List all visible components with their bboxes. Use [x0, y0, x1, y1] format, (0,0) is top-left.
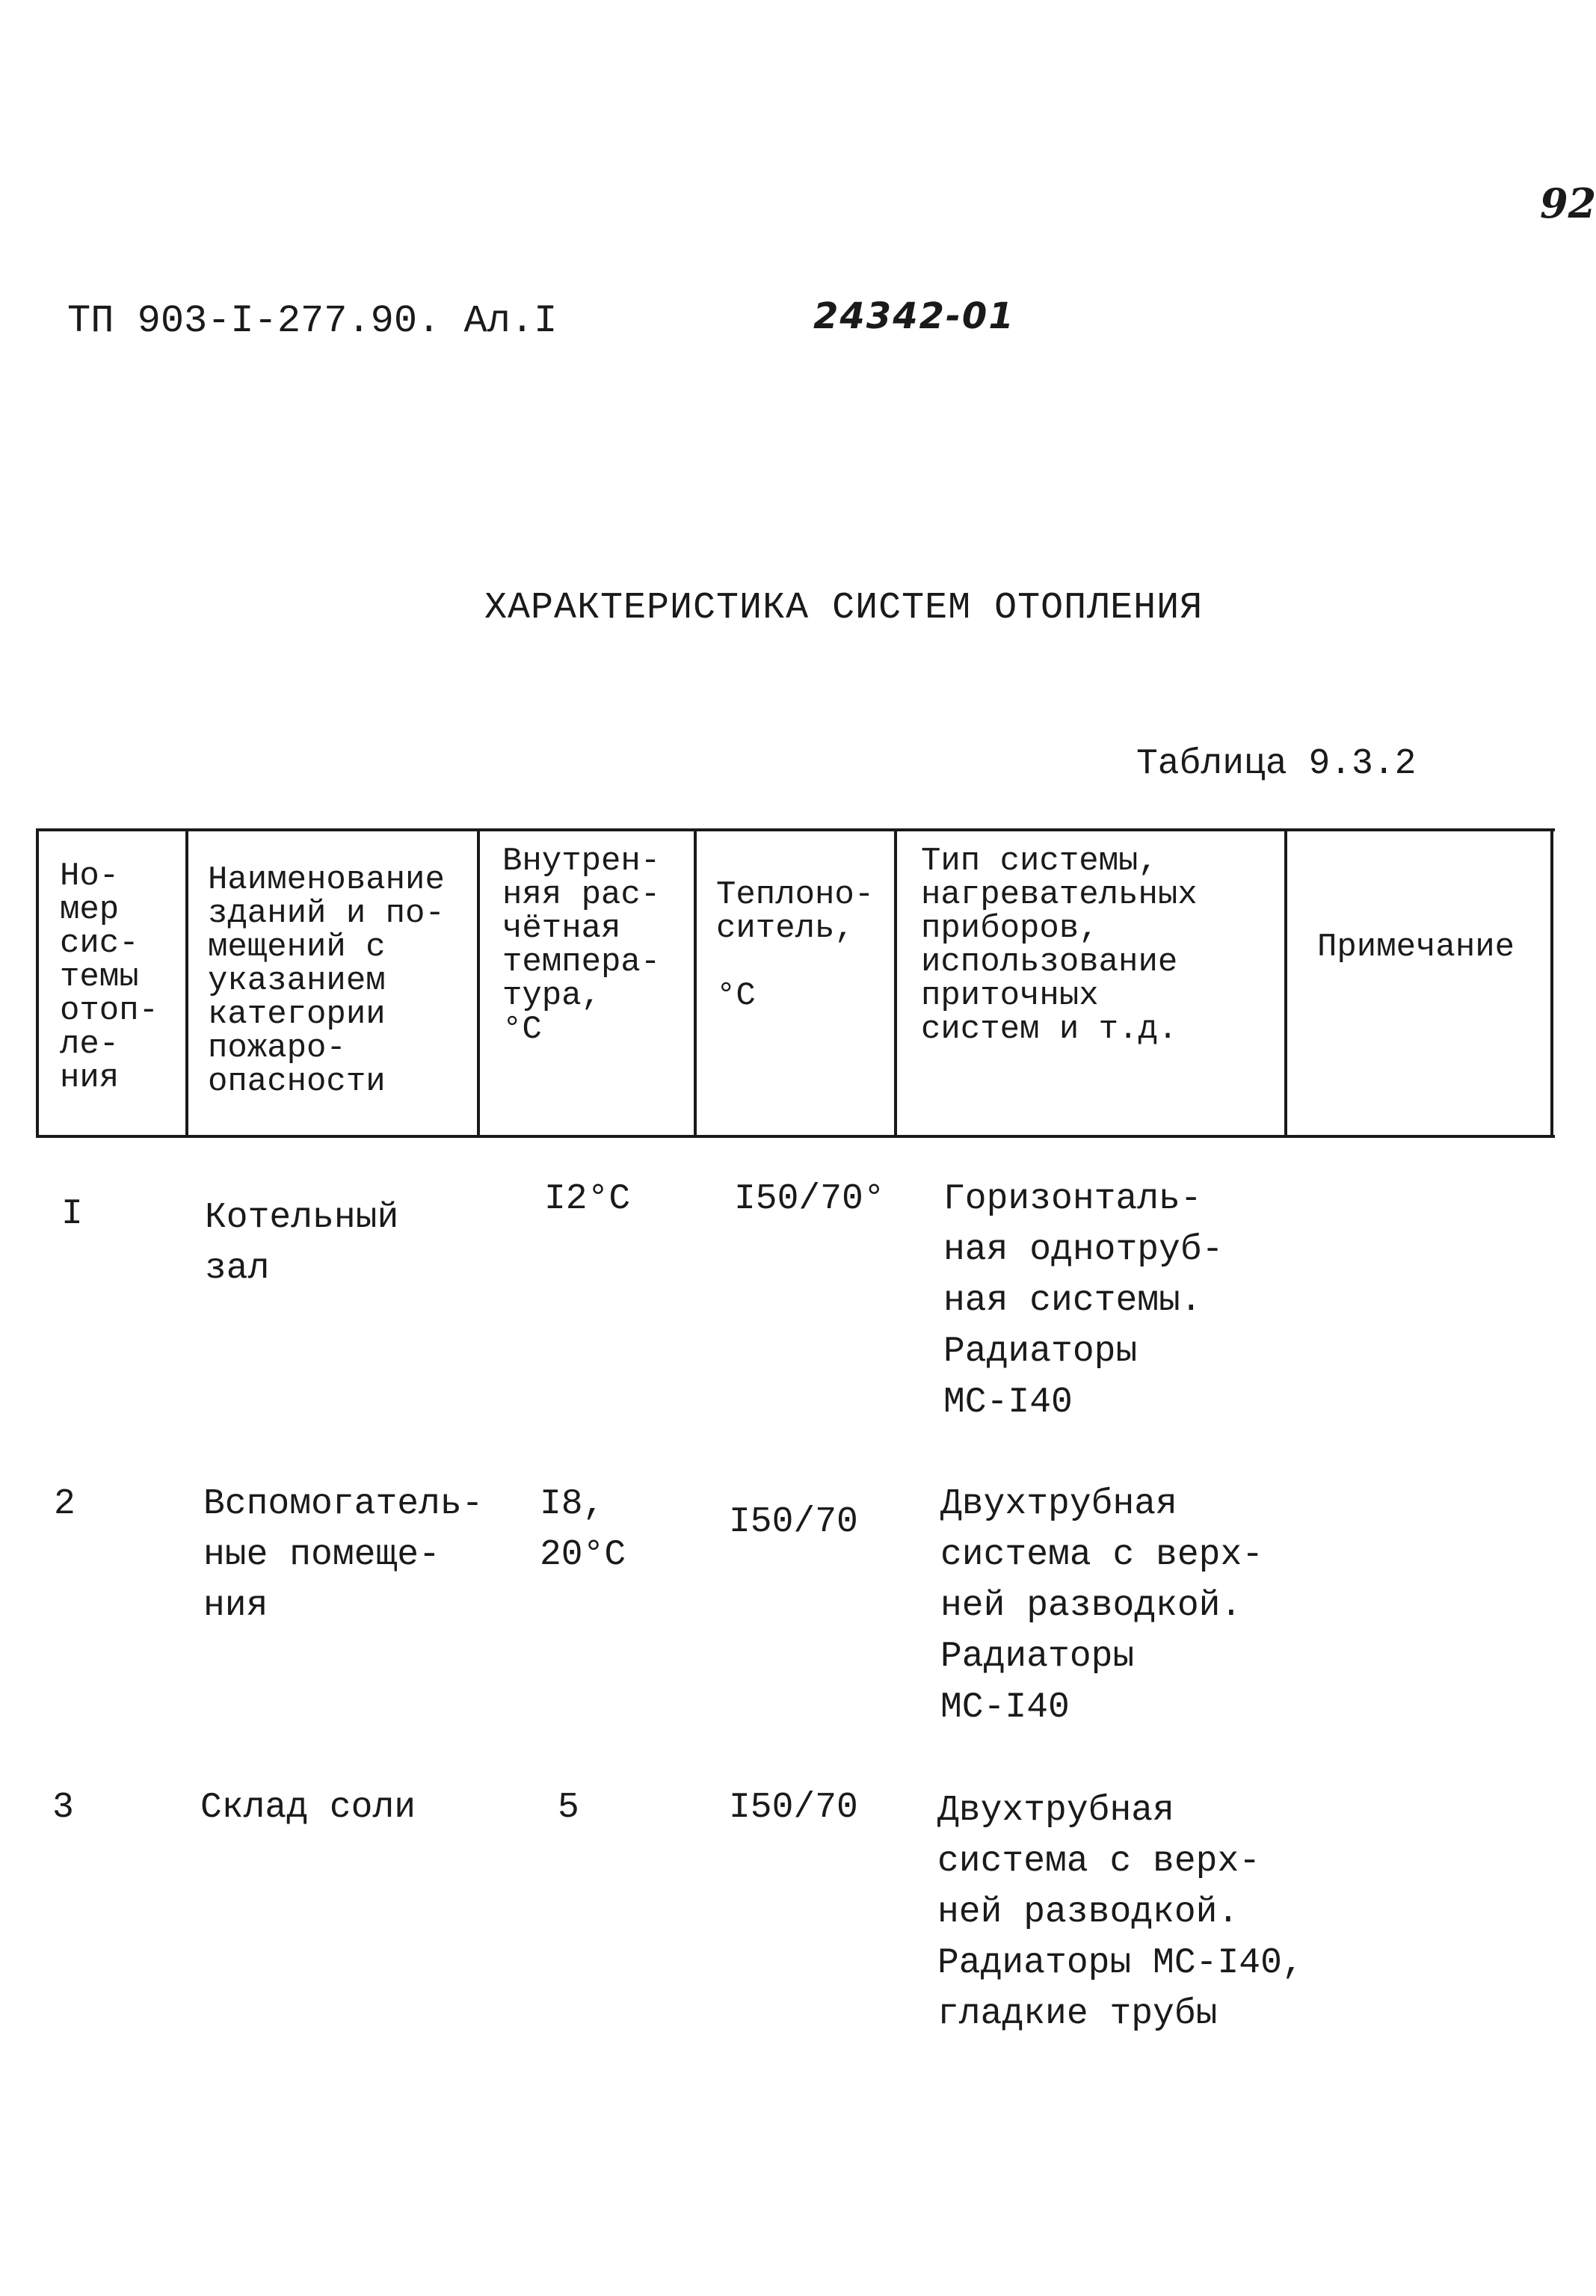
- row-temperature: I8, 20°С: [540, 1484, 626, 1575]
- table-top-border: [36, 828, 1555, 831]
- row-heat-carrier: I50/70: [729, 1788, 858, 1828]
- row-building-name: Котельный зал: [205, 1198, 399, 1289]
- header-system-number: Но- мер сис- темы отоп- ле- ния: [60, 858, 159, 1097]
- row-system-type: Двухтрубная система с верх- ней разводкой. Радиаторы МС-I40, гладкие трубы: [937, 1791, 1304, 2034]
- header-note: Примечание: [1317, 929, 1515, 966]
- row-building-name: Склад соли: [200, 1788, 416, 1828]
- table-column-divider: [477, 828, 480, 1138]
- row-system-type: Горизонталь- ная однотруб- ная системы. Радиаторы МС-I40: [943, 1179, 1224, 1423]
- table-column-divider: [185, 828, 188, 1138]
- row-temperature: I2°С: [544, 1179, 631, 1219]
- row-system-number: I: [61, 1194, 83, 1234]
- header-building-name: Наименование зданий и по- мещений с указанием категории пожаро- опасности: [208, 861, 445, 1101]
- page-number: 92: [1540, 179, 1596, 227]
- row-heat-carrier: I50/70: [729, 1502, 858, 1542]
- table-column-divider: [1284, 828, 1287, 1138]
- row-system-type: Двухтрубная система с верх- ней разводкой. Радиаторы МС-I40: [940, 1484, 1264, 1728]
- table-column-divider: [36, 828, 39, 1138]
- header-heat-carrier: Теплоно- ситель, °С: [716, 876, 875, 1015]
- row-system-number: 2: [54, 1484, 76, 1524]
- table-column-divider: [894, 828, 897, 1138]
- row-heat-carrier: I50/70°: [734, 1179, 885, 1219]
- header-internal-temperature: Внутрен- няя рас- чётная темпера- тура, °С: [502, 843, 661, 1048]
- row-temperature: 5: [558, 1788, 579, 1828]
- row-building-name: Вспомогатель- ные помеще- ния: [203, 1484, 484, 1626]
- page-title: ХАРАКТЕРИСТИКА СИСТЕМ ОТОПЛЕНИЯ: [484, 587, 1204, 630]
- table-header-bottom-border: [36, 1135, 1555, 1138]
- table-column-divider: [1550, 828, 1553, 1138]
- document-code: ТП 903-I-277.90. Ал.I: [67, 299, 558, 343]
- table-column-divider: [694, 828, 697, 1138]
- table-label: Таблица 9.3.2: [1136, 744, 1417, 784]
- handwritten-code: 24342-01: [813, 295, 1015, 337]
- header-system-type: Тип системы, нагревательных приборов, использование приточных систем и т.д.: [921, 843, 1198, 1048]
- row-system-number: 3: [52, 1788, 74, 1828]
